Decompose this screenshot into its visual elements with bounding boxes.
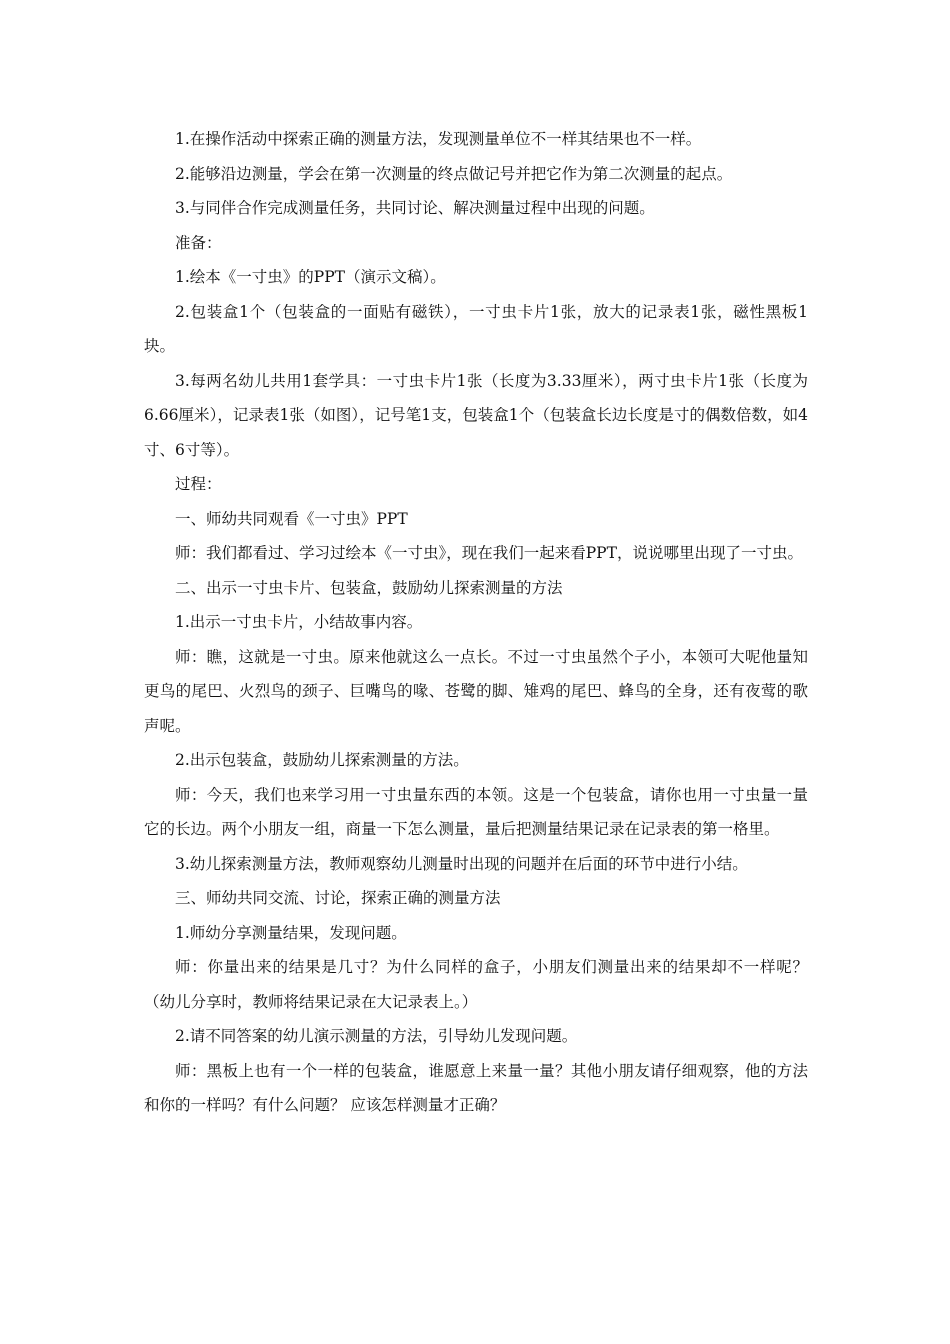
section-heading-process: 过程： <box>175 475 222 493</box>
goal-3: 3.与同伴合作完成测量任务，共同讨论、解决测量过程中出现的问题。 <box>175 199 655 217</box>
prep-item-2: 2.包装盒1个（包装盒的一面贴有磁铁），一寸虫卡片1张，放大的记录表1张，磁性黑板1块。 <box>144 302 808 355</box>
step-3-item-1: 1.师幼分享测量结果，发现问题。 <box>175 923 407 942</box>
section-heading-preparation: 准备： <box>175 233 222 252</box>
step-2-item-2: 2.出示包装盒，鼓励幼儿探索测量的方法。 <box>175 751 469 769</box>
teacher-line-1: 师：我们都看过、学习过绘本《一寸虫》，现在我们一起来看PPT，说说哪里出现了一寸虫。 <box>175 544 803 562</box>
teacher-line-4: 师：你量出来的结果是几寸？为什么同样的盒子，小朋友们测量出来的结果却不一样呢？（幼儿分享时，教师将结果记录在大记录表上。） <box>144 958 808 1011</box>
step-heading-1: 一、师幼共同观看《一寸虫》PPT <box>175 509 408 528</box>
step-heading-3: 三、师幼共同交流、讨论，探索正确的测量方法 <box>175 889 501 907</box>
step-2-item-1: 1.出示一寸虫卡片，小结故事内容。 <box>175 613 423 631</box>
teacher-line-5: 师：黑板上也有一个一样的包装盒，谁愿意上来量一量？其他小朋友请仔细观察，他的方法和你的一样吗？有什么问题？ 应该怎样测量才正确？ <box>144 1061 808 1114</box>
teacher-line-3: 师：今天，我们也来学习用一寸虫量东西的本领。这是一个包装盒，请你也用一寸虫量一量它的长边。两个小朋友一组，商量一下怎么测量，量后把测量结果记录在记录表的第一格里。 <box>144 785 808 838</box>
prep-item-3: 3.每两名幼儿共用1套学具：一寸虫卡片1张（长度为3.33厘米），两寸虫卡片1张（长度为6.66厘米），记录表1张（如图），记号笔1支，包装盒1个（包装盒长边长度是寸的偶数倍数，如4寸、6寸等）。 <box>144 371 808 459</box>
step-heading-2: 二、出示一寸虫卡片、包装盒，鼓励幼儿探索测量的方法 <box>175 578 563 597</box>
goal-1: 1.在操作活动中探索正确的测量方法，发现测量单位不一样其结果也不一样。 <box>175 130 702 148</box>
goal-2: 2.能够沿边测量，学会在第一次测量的终点做记号并把它作为第二次测量的起点。 <box>175 164 733 183</box>
step-2-item-3: 3.幼儿探索测量方法，教师观察幼儿测量时出现的问题并在后面的环节中进行小结。 <box>175 854 748 873</box>
step-3-item-2: 2.请不同答案的幼儿演示测量的方法，引导幼儿发现问题。 <box>175 1027 578 1045</box>
prep-item-1: 1.绘本《一寸虫》的PPT（演示文稿）。 <box>175 268 446 286</box>
teacher-line-2: 师：瞧，这就是一寸虫。原来他就这么一点长。不过一寸虫虽然个子小，本领可大呢他量知更鸟的尾巴、火烈鸟的颈子、巨嘴鸟的喙、苍鹭的脚、雉鸡的尾巴、蜂鸟的全身，还有夜莺的歌声呢。 <box>144 647 808 735</box>
document-page <box>144 122 808 1123</box>
